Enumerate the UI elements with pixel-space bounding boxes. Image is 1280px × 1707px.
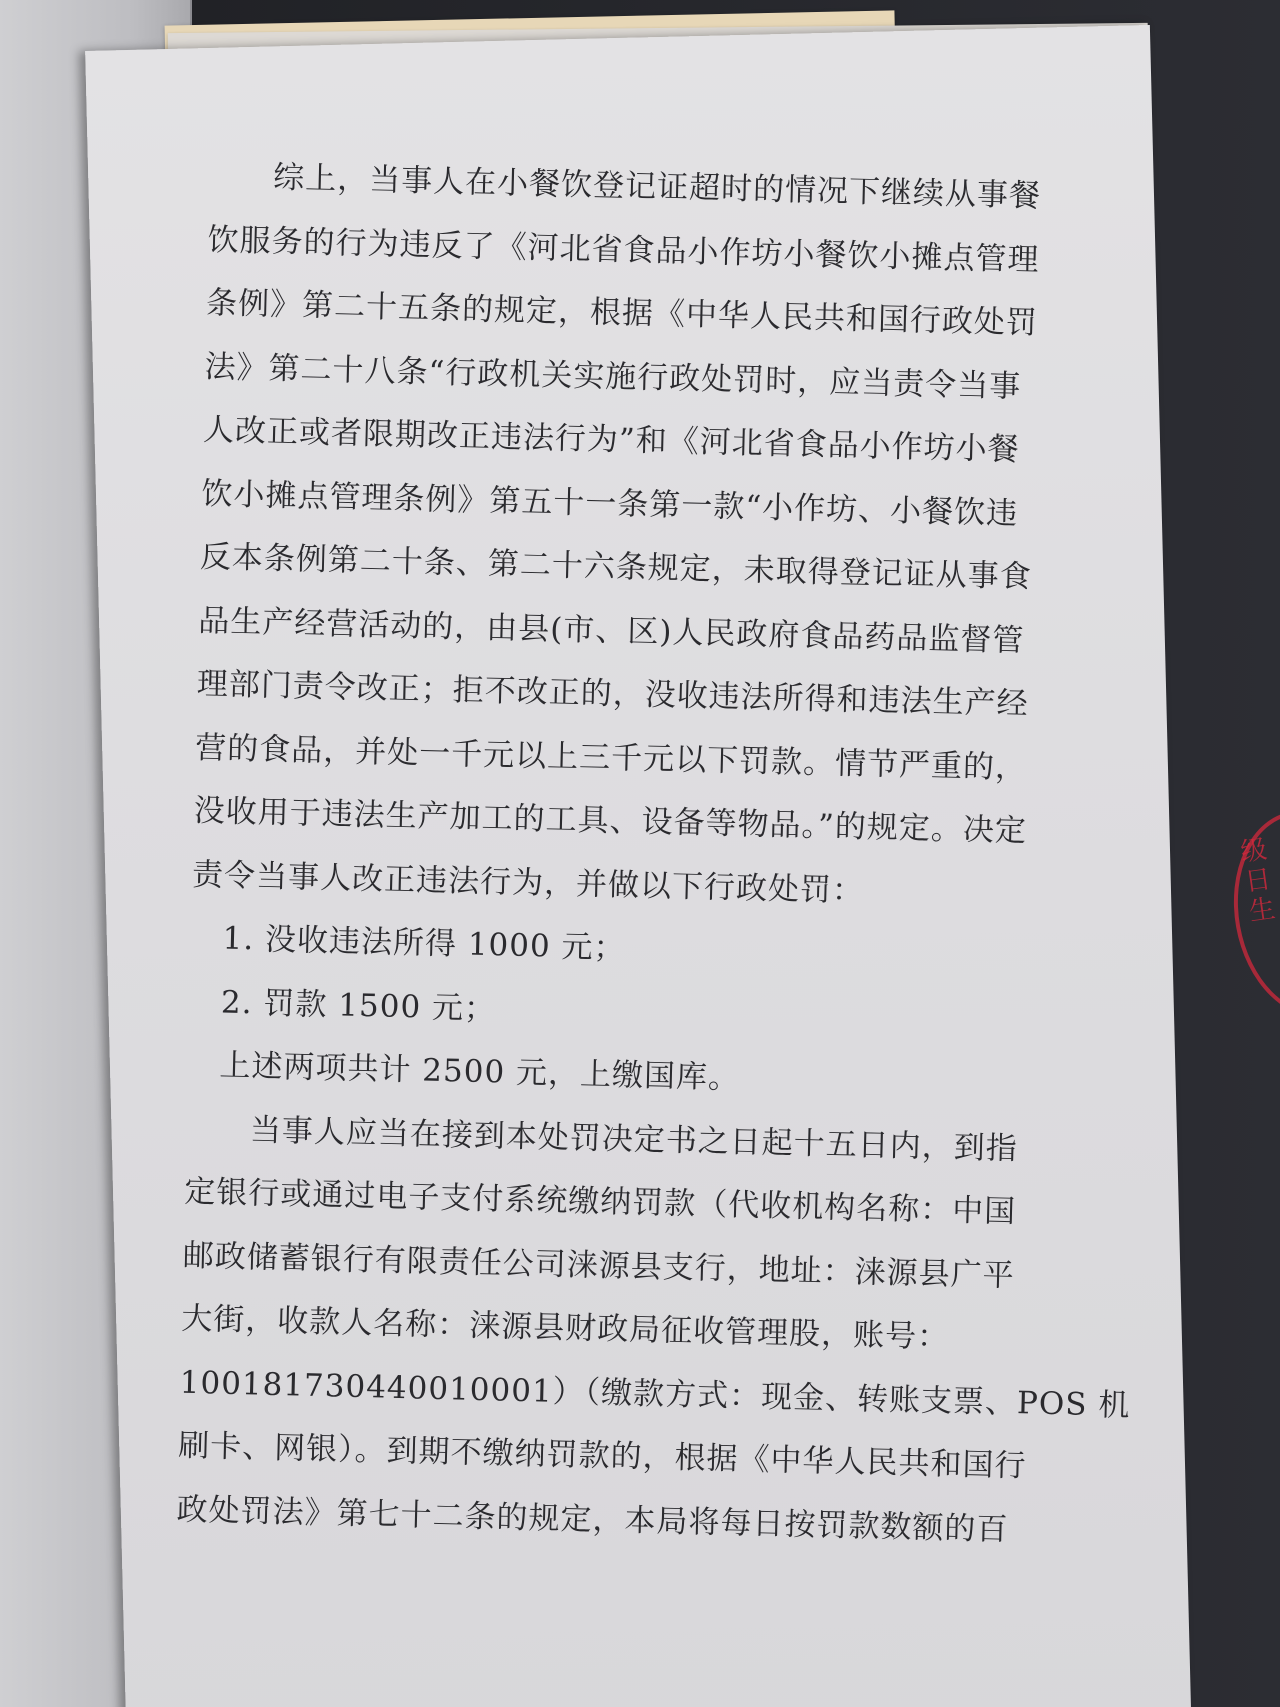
text-line: 条例》第二十五条的规定，根据《中华人民共和国行政处罚 (205, 284, 1039, 342)
penalty-item: 1. 没收违法所得 1000 元； (222, 920, 626, 967)
text-line: 定银行或通过电子支付系统缴纳罚款（代收机构名称：中国 (183, 1173, 1017, 1231)
text-line: 理部门责令改正；拒不改正的，没收违法所得和违法生产经 (196, 665, 1030, 723)
seal-text: 级日生 (1238, 834, 1278, 928)
text-line: 刷卡、网银）。到期不缴纳罚款的，根据《中华人民共和国行 (177, 1427, 1027, 1485)
text-line: 没收用于违法生产加工的工具、设备等物品。”的规定。决定 (193, 792, 1028, 850)
text-line: 品生产经营活动的，由县(市、区)人民政府食品药品监督管 (197, 602, 1025, 659)
text-line: 法》第二十八条“行政机关实施行政处罚时，应当责令当事 (204, 348, 1022, 405)
penalty-item: 2. 罚款 1500 元； (220, 984, 497, 1027)
text-line: 大街，收款人名称：涞源县财政局征收管理股，账号： (180, 1300, 950, 1356)
text-line: 100181730440010001）（缴款方式：现金、转账支票、POS 机 (179, 1364, 1131, 1424)
text-line: 上述两项共计 2500 元，上缴国库。 (219, 1047, 741, 1097)
text-line: 责令当事人改正违法行为，并做以下行政处罚： (191, 856, 865, 909)
text-line: 饮小摊点管理条例》第五十一条第一款“小作坊、小餐饮违 (201, 475, 1019, 532)
text-line: 饮服务的行为违反了《河北省食品小作坊小餐饮小摊点管理 (207, 221, 1040, 278)
text-line: 邮政储蓄银行有限责任公司涞源县支行，地址：涞源县广平 (182, 1237, 1016, 1294)
text-line: 当事人应当在接到本处罚决定书之日起十五日内，到指 (249, 1111, 1019, 1167)
text-line: 综上，当事人在小餐饮登记证超时的情况下继续从事餐 (272, 159, 1042, 215)
text-line: 反本条例第二十条、第二十六条规定，未取得登记证从事食 (199, 538, 1033, 596)
text-line: 政处罚法》第七十二条的规定，本局将每日按罚款数额的百 (176, 1491, 1009, 1548)
document-body (176, 145, 1131, 1562)
text-line: 人改正或者限期改正违法行为”和《河北省食品小作坊小餐 (202, 411, 1021, 468)
text-line: 营的食品，并处一千元以上三千元以下罚款。情节严重的， (194, 729, 1028, 786)
